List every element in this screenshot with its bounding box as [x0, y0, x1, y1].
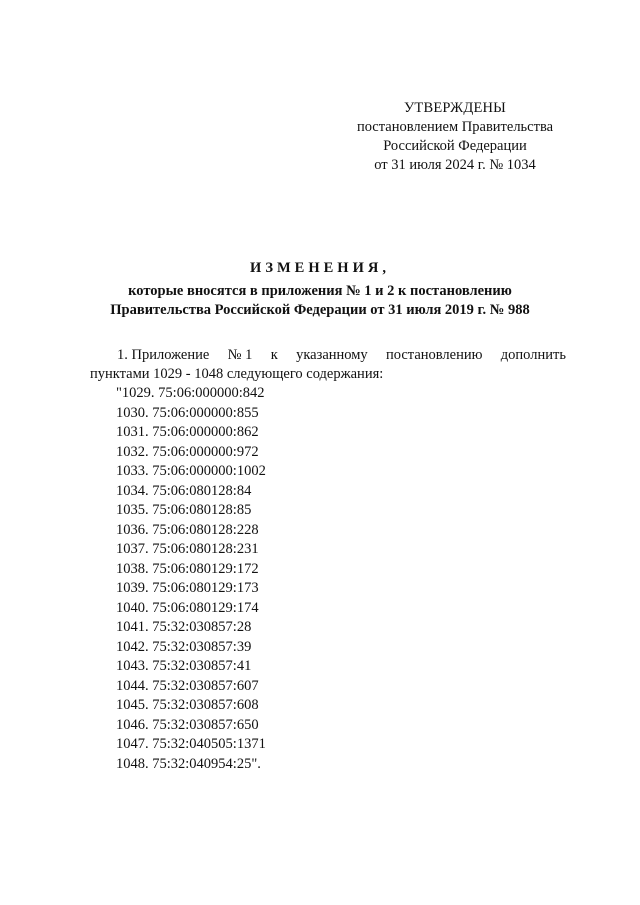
cadastral-items-list — [116, 384, 266, 774]
subtitle-line-1: которые вносятся в приложения № 1 и 2 к постановлению — [128, 283, 512, 299]
subtitle-line-2: Правительства Российской Федерации от 31 июля 2019 г. № 988 — [110, 302, 530, 318]
paragraph-1 — [90, 346, 566, 384]
document-title: ИЗМЕНЕНИЯ, — [250, 260, 390, 276]
list-item: 1040. 75:06:080129:174 — [116, 599, 259, 616]
paragraph-word: постановлению — [386, 347, 483, 363]
paragraph-word: указанному — [296, 347, 368, 363]
approval-line-1: постановлением Правительства — [356, 119, 554, 135]
list-item: 1047. 75:32:040505:1371 — [116, 736, 266, 752]
paragraph-word: № 1 — [227, 347, 253, 363]
list-item: 1030. 75:06:000000:855 — [116, 404, 259, 421]
list-item: 1031. 75:06:000000:862 — [116, 424, 259, 440]
approval-line-2: Российской Федерации — [383, 138, 527, 154]
paragraph-word: дополнить — [500, 347, 566, 363]
list-item: 1044. 75:32:030857:607 — [116, 677, 259, 694]
paragraph-line-2: пунктами 1029 - 1048 следующего содержания: — [90, 366, 384, 382]
list-item: 1042. 75:32:030857:39 — [116, 638, 252, 655]
paragraph-word: 1. Приложение — [117, 347, 210, 363]
approval-block — [340, 99, 570, 175]
paragraph-word: к — [270, 347, 278, 363]
list-item: 1039. 75:06:080129:173 — [116, 580, 259, 596]
document-subtitle — [60, 282, 580, 320]
list-item: 1045. 75:32:030857:608 — [116, 697, 259, 713]
list-item: 1034. 75:06:080128:84 — [116, 482, 252, 499]
paragraph-line-1 — [90, 346, 566, 365]
list-item: 1038. 75:06:080129:172 — [116, 560, 259, 577]
approval-heading: УТВЕРЖДЕНЫ — [403, 100, 507, 116]
list-item: 1036. 75:06:080128:228 — [116, 521, 259, 538]
list-item: 1046. 75:32:030857:650 — [116, 716, 259, 733]
list-item: 1041. 75:32:030857:28 — [116, 619, 252, 635]
list-item: 1037. 75:06:080128:231 — [116, 541, 259, 557]
list-item: 1033. 75:06:000000:1002 — [116, 463, 266, 479]
approval-line-3: от 31 июля 2024 г. № 1034 — [374, 157, 536, 173]
list-item: 1032. 75:06:000000:972 — [116, 443, 259, 460]
list-item: "1029. 75:06:000000:842 — [116, 385, 265, 401]
list-item: 1048. 75:32:040954:25". — [116, 755, 261, 772]
list-item: 1035. 75:06:080128:85 — [116, 502, 252, 518]
list-item: 1043. 75:32:030857:41 — [116, 658, 252, 674]
